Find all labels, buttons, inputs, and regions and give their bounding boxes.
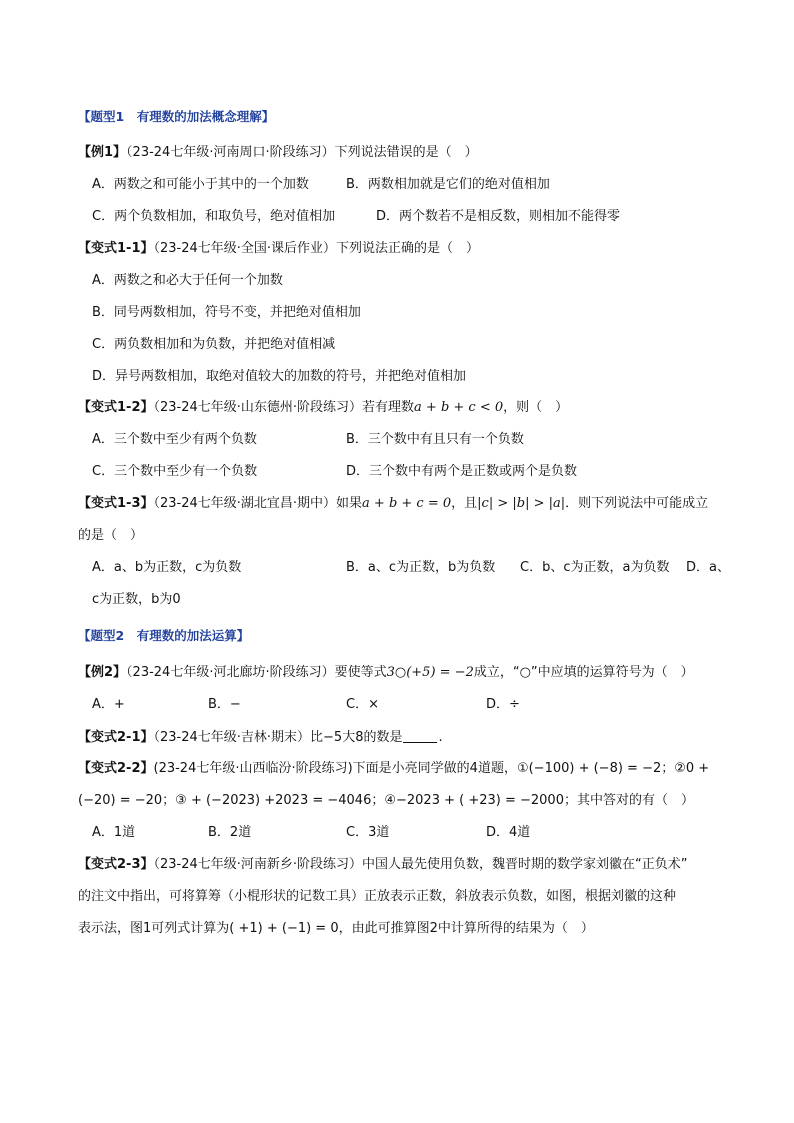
option-a: A．a、b为正数，c为负数 xyxy=(92,560,242,575)
option-c: C．两个负数相加，和取负号，绝对值相加 xyxy=(92,209,336,224)
option-b: B．三个数中有且只有一个负数 xyxy=(346,432,524,447)
question-label: 【变式1-2】 xyxy=(78,400,154,415)
math-expression-2: |c| > |b| > |a| xyxy=(477,496,566,511)
question-stem-line3: 表示法，图1可列式计算为( +1) + (−1) = 0，由此可推算图2中计算所得的结果为（ ） xyxy=(78,921,594,936)
question-variant-2-1 xyxy=(78,728,443,747)
question-stem-end: ．则下列说法中可能成立 xyxy=(565,496,709,511)
question-stem: （23-24七年级·湖北宜昌·期中）如果 xyxy=(153,496,363,511)
question-stem: （23-24七年级·吉林·期末）比−5大8的数是 xyxy=(153,730,403,745)
section-title-1: 【题型1 有理数的加法概念理解】 xyxy=(78,109,275,124)
option-c: C．3道 xyxy=(346,825,390,840)
option-d: D．a、 xyxy=(686,560,730,575)
question-stem-line2: 的是（ ） xyxy=(78,528,144,543)
question-variant-1-3 xyxy=(78,495,708,513)
option-b: B．2道 xyxy=(208,825,252,840)
question-stem: （23-24七年级·河南新乡·阶段练习）中国人最先使用负数，魏晋时期的数学家刘徽在“正负术” xyxy=(153,857,688,872)
question-stem: （23-24七年级·山东德州·阶段练习）若有理数 xyxy=(153,400,415,415)
option-d-continued: c为正数，b为0 xyxy=(92,592,181,607)
option-b: B．两数相加就是它们的绝对值相加 xyxy=(346,177,550,192)
question-example-2 xyxy=(78,664,694,682)
option-a: A．+ xyxy=(92,697,125,712)
answer-blank[interactable] xyxy=(403,728,437,743)
question-stem: （23-24七年级·全国·课后作业）下列说法正确的是（ ） xyxy=(153,241,480,256)
question-stem-line2: (−20) = −20；③ + (−2023) +2023 = −4046；④−2023 + ( +23) = −2000；其中答对的有（ ） xyxy=(78,793,694,808)
question-stem: (23-24七年级·山西临汾·阶段练习)下面是小亮同学做的4道题，①(−100) + (−8) = −2；②0 + xyxy=(153,761,710,776)
option-a: A．三个数中至少有两个负数 xyxy=(92,432,257,447)
math-expression-1: a + b + c = 0 xyxy=(362,496,452,511)
question-stem: （23-24七年级·河北廊坊·阶段练习）要使等式 xyxy=(126,665,387,680)
question-stem: （23-24七年级·河南周口·阶段练习）下列说法错误的是（ ） xyxy=(126,145,478,160)
option-c: C．两负数相加和为负数，并把绝对值相减 xyxy=(92,337,336,352)
option-b: B．同号两数相加，符号不变，并把绝对值相加 xyxy=(92,305,361,320)
option-b: B．a、c为正数，b为负数 xyxy=(346,560,496,575)
question-variant-2-3 xyxy=(78,856,688,874)
question-label: 【例2】 xyxy=(78,665,127,680)
question-variant-1-2 xyxy=(78,399,568,417)
question-stem-end: ，则（ ） xyxy=(503,400,569,415)
question-label: 【变式2-3】 xyxy=(78,857,154,872)
question-stem-mid: ，且 xyxy=(451,496,478,511)
section-title-2: 【题型2 有理数的加法运算】 xyxy=(78,628,250,643)
option-d: D．两个数若不是相反数，则相加不能得零 xyxy=(376,209,621,224)
option-d: D．4道 xyxy=(486,825,531,840)
question-label: 【变式1-1】 xyxy=(78,241,154,256)
option-d: D．异号两数相加，取绝对值较大的加数的符号，并把绝对值相加 xyxy=(92,369,467,384)
question-stem-line2: 的注文中指出，可将算筹（小棍形状的记数工具）正放表示正数，斜放表示负数，如图，根据刘徽的这种 xyxy=(78,889,677,904)
option-a: A．两数之和必大于任何一个加数 xyxy=(92,273,283,288)
question-label: 【变式1-3】 xyxy=(78,496,154,511)
question-variant-2-2 xyxy=(78,760,709,778)
option-b: B．− xyxy=(208,697,241,712)
option-c: C．三个数中至少有一个负数 xyxy=(92,464,258,479)
question-stem-end: 成立，“○”中应填的运算符号为（ ） xyxy=(473,665,694,680)
question-example-1 xyxy=(78,144,478,162)
option-a: A．两数之和可能小于其中的一个加数 xyxy=(92,177,309,192)
question-stem-end: . xyxy=(438,730,443,745)
option-d: D．÷ xyxy=(486,697,520,712)
question-label: 【变式2-2】 xyxy=(78,761,154,776)
option-c: C．× xyxy=(346,697,379,712)
question-label: 【变式2-1】 xyxy=(78,730,154,745)
option-c: C．b、c为正数，a为负数 xyxy=(520,560,670,575)
option-d: D．三个数中有两个是正数或两个是负数 xyxy=(346,464,578,479)
math-expression: 3○(+5) = −2 xyxy=(386,665,474,680)
math-expression: a + b + c < 0 xyxy=(414,400,504,415)
question-variant-1-1 xyxy=(78,240,479,258)
question-label: 【例1】 xyxy=(78,145,127,160)
option-a: A．1道 xyxy=(92,825,136,840)
